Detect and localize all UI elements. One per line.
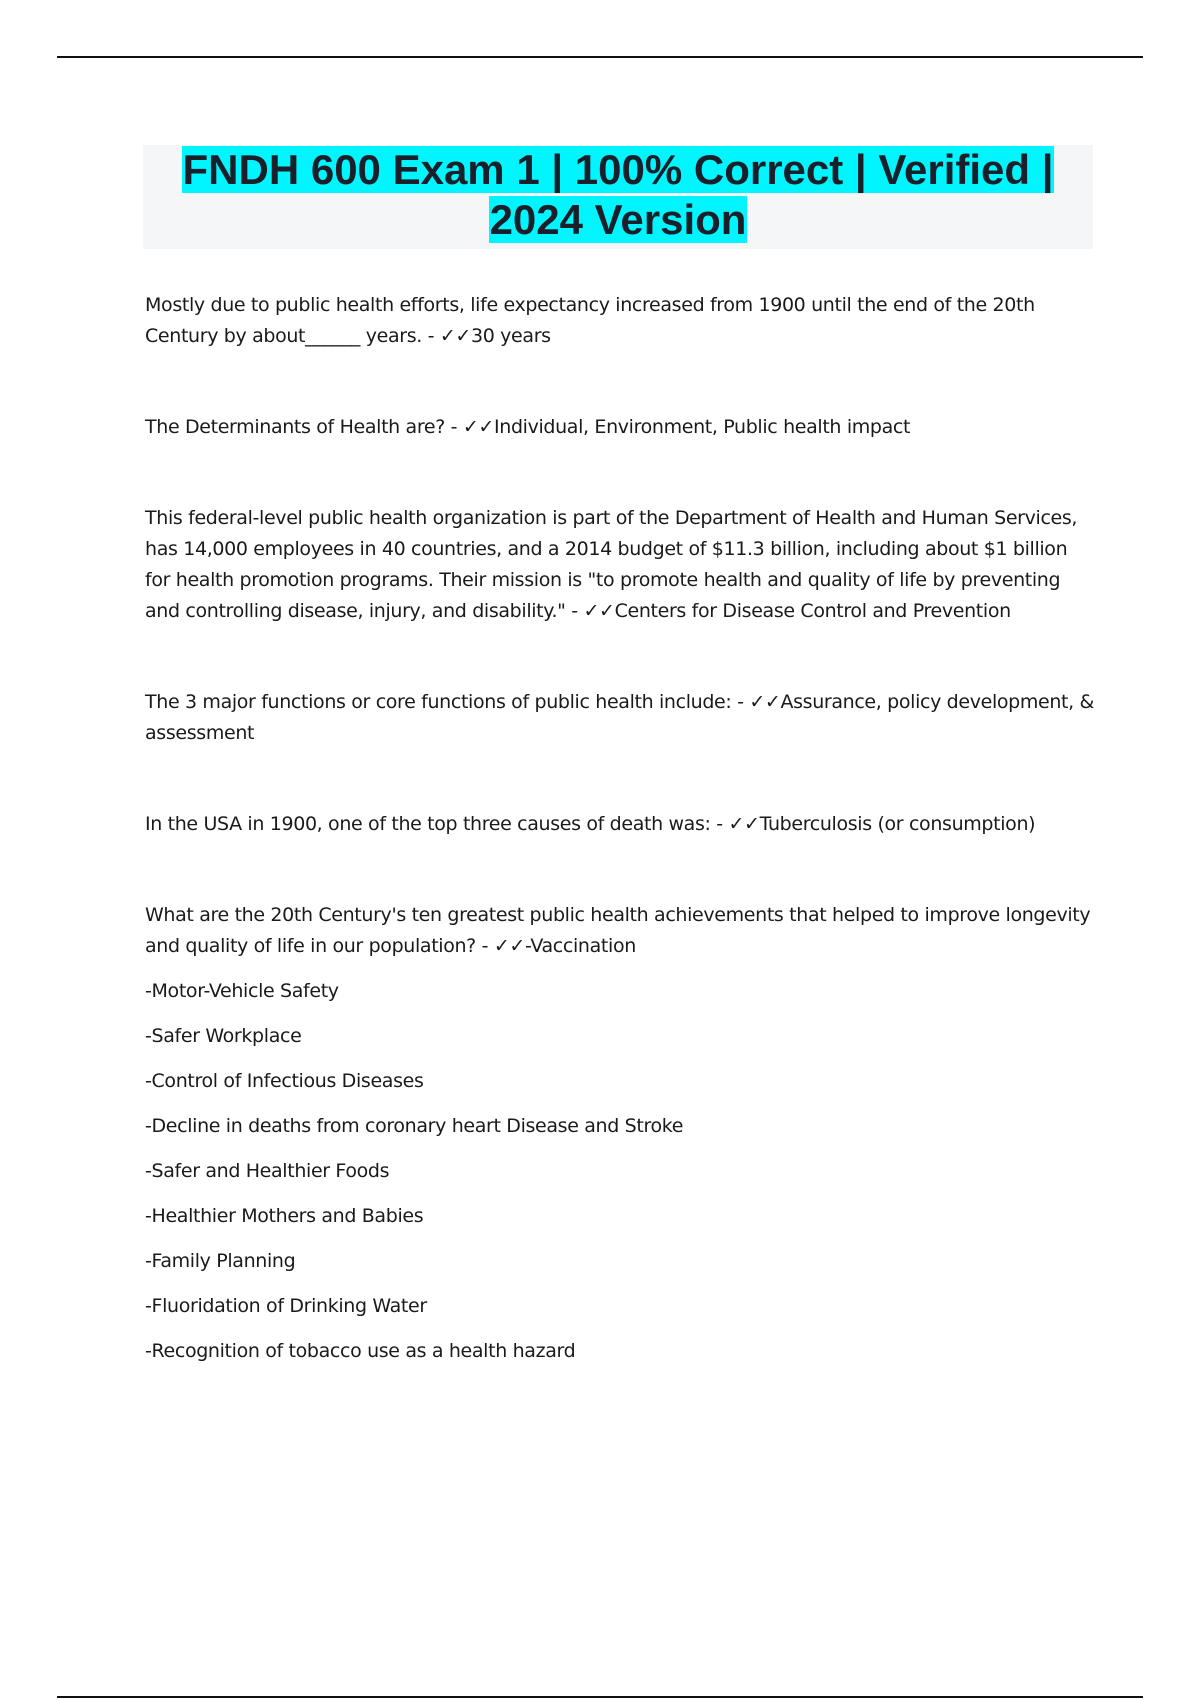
achievement-item: -Control of Infectious Diseases: [145, 1070, 424, 1092]
check-mark-icon: ✓✓: [583, 600, 615, 622]
achievement-item: -Safer Workplace: [145, 1025, 302, 1047]
achievement-item: -Fluoridation of Drinking Water: [145, 1295, 427, 1317]
top-rule: [57, 56, 1143, 58]
check-mark-icon: ✓✓: [493, 935, 525, 957]
answer-separator: -: [710, 813, 729, 835]
bottom-rule: [57, 1696, 1143, 1698]
qa-content: [145, 290, 1095, 1367]
answer-text: Assurance, policy development, & assessment: [145, 691, 1095, 744]
document-title: [143, 145, 1093, 245]
qa-item-5: [145, 809, 1095, 840]
achievement-item: -Family Planning: [145, 1250, 296, 1272]
question-text: In the USA in 1900, one of the top three causes of death was:: [145, 813, 711, 835]
achievement-item: -Safer and Healthier Foods: [145, 1160, 390, 1182]
check-mark-icon: ✓✓: [439, 325, 471, 347]
qa-item-1: [145, 290, 1095, 352]
achievement-item: -Recognition of tobacco use as a health hazard: [145, 1340, 576, 1362]
answer-text: Individual, Environment, Public health impact: [494, 416, 911, 438]
achievement-item: -Decline in deaths from coronary heart Disease and Stroke: [145, 1115, 684, 1137]
question-text: Mostly due to public health efforts, life expectancy increased from 1900 until the end of the 20th Century by about______ years.: [145, 294, 1035, 347]
achievement-item: -Motor-Vehicle Safety: [145, 980, 339, 1002]
answer-text: Tuberculosis (or consumption): [759, 813, 1036, 835]
title-line-2: 2024 Version: [489, 196, 747, 243]
qa-item-2: [145, 412, 1095, 443]
achievement-item: -Healthier Mothers and Babies: [145, 1205, 424, 1227]
answer-separator: -: [565, 600, 584, 622]
check-mark-icon: ✓✓: [462, 416, 494, 438]
title-line-1: FNDH 600 Exam 1 | 100% Correct | Verified |: [182, 146, 1054, 193]
answer-text: Centers for Disease Control and Prevention: [614, 600, 1011, 622]
question-text: The Determinants of Health are?: [145, 416, 445, 438]
answer-separator: -: [421, 325, 440, 347]
question-text: What are the 20th Century's ten greatest public health achievements that helped to improve longevity and quality of life in our population?: [145, 904, 1091, 957]
question-text: This federal-level public health organization is part of the Department of Health and Human Services, has 14,000 employees in 40 countries, and a 2014 budget of $11.3 billion, including about $1 billion for health promotion programs. Their mission is "to promote health and quality of life by preventing and controlling disease, injury, and disability.": [145, 507, 1078, 622]
document-title-box: [143, 145, 1093, 249]
answer-text: 30 years: [471, 325, 551, 347]
answer-separator: -: [731, 691, 750, 713]
answer-text: -Vaccination: [524, 935, 636, 957]
qa-item-4: [145, 687, 1095, 749]
check-mark-icon: ✓✓: [749, 691, 781, 713]
answer-separator: -: [475, 935, 494, 957]
answer-separator: -: [444, 416, 463, 438]
check-mark-icon: ✓✓: [728, 813, 760, 835]
qa-item-6: [145, 900, 1095, 962]
qa-item-3: [145, 503, 1095, 627]
question-text: The 3 major functions or core functions of public health include:: [145, 691, 732, 713]
